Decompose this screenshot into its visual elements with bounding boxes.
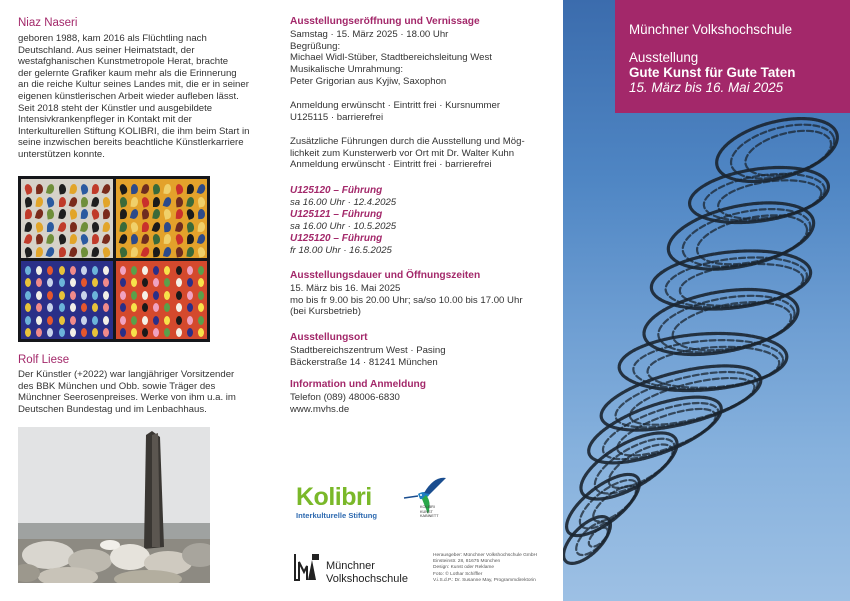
film-coil-mark	[632, 335, 785, 393]
bird-label-line: KUNST	[420, 509, 433, 514]
artist2-bio	[18, 369, 236, 415]
bio-line: Deutschen Bundestag und im Lenbachhaus.	[18, 403, 207, 415]
location-details	[290, 345, 446, 368]
imprint-line: Herausgeber: Münchner Volkshochschule GmbH	[433, 553, 537, 558]
info-line: Stadtbereichszentrum West · Pasing	[290, 345, 446, 356]
bio-line: Deutschland. Aus seiner Heimatstadt, der	[18, 44, 195, 56]
extra-tours-info	[290, 136, 525, 171]
film-coil-mark	[602, 436, 678, 496]
mvhs-logo-text	[326, 560, 408, 585]
film-coil-mark	[563, 464, 649, 547]
bio-line: Der Künstler (+2022) war langjähriger Vorsitzender	[18, 369, 235, 380]
opening-details	[290, 29, 492, 88]
imprint	[433, 553, 561, 584]
bio-line: Münchner Seerosenpreises. Werke von ihm u.a. im	[18, 392, 236, 404]
contact-details	[290, 392, 400, 415]
cover-dates: 15. März bis 16. Mai 2025	[629, 80, 784, 95]
tour-time: sa 16.00 Uhr · 10.5.2025	[290, 221, 397, 232]
location-heading: Ausstellungsort	[290, 332, 368, 343]
imprint-line: Einsteinstr. 28, 81675 München	[433, 559, 501, 565]
duration-heading: Ausstellungsdauer und Öffnungszeiten	[290, 270, 481, 281]
naseri-artwork-image	[18, 176, 210, 342]
liese-landscape-photo	[18, 427, 210, 583]
tour-code: U125120 – Führung	[290, 233, 383, 244]
bio-line: eigenen künstlerischen Arbeit wieder aufleben lässt.	[18, 90, 239, 102]
duration-details	[290, 283, 523, 318]
cover-panel	[563, 0, 850, 601]
artwork-tile	[116, 261, 208, 340]
info-line: Peter Grigorian aus Kyjiw, Saxophon	[290, 75, 447, 87]
artwork-tile	[116, 179, 208, 258]
artist1-name: Niaz Naseri	[18, 17, 78, 29]
film-coil-mark	[563, 509, 618, 571]
info-line: mo bis fr 9.00 bis 20.00 Uhr; sa/so 10.00 bis 17.00 Uhr	[290, 294, 523, 306]
artwork-tile	[21, 179, 113, 258]
tour-time: sa 16.00 Uhr · 12.4.2025	[290, 197, 397, 208]
bio-line: an die reiche Kultur seines Landes mit, die er in seiner	[18, 79, 249, 91]
info-line: Samstag · 15. März 2025 · 18.00 Uhr	[290, 29, 449, 40]
info-line: (bei Kursbetrieb)	[290, 306, 361, 318]
artist2-name: Rolf Liese	[18, 354, 70, 366]
bio-line: Intensivkrankenpfleger in Kontakt mit der	[18, 114, 192, 126]
info-line: Michael Widl-Stüber, Stadtbereichsleitung West	[290, 52, 492, 64]
kolibri-logo-subtitle: Interkulturelle Stiftung	[296, 511, 378, 520]
cover-label: Ausstellung	[629, 50, 699, 65]
imprint-line: Foto: © Lothar Schiffler	[433, 571, 483, 577]
artist1-bio	[18, 33, 249, 161]
bio-line: Interkulturellen Stiftung KOLIBRI, die ihm beim Start in	[18, 125, 250, 137]
info-line: Anmeldung erwünscht · Eintritt frei · barrierefrei	[290, 159, 492, 171]
opening-heading: Ausstellungseröffnung und Vernissage	[290, 16, 480, 27]
bio-line: geboren 1988, kam 2016 als Flüchtling nach	[18, 33, 207, 44]
mvhs-line: Volkshochschule	[326, 572, 408, 585]
bird-logo-label	[420, 505, 450, 519]
bio-line: westafghanischen Kunstmetropole Herat, brachte	[18, 56, 229, 68]
info-line: Anmeldung erwünscht · Eintritt frei · Kursnummer	[290, 100, 501, 111]
bio-line: der gelernte Grafiker kaum mehr als die Erinnerung	[18, 67, 237, 79]
mvhs-logo-icon	[294, 552, 320, 582]
film-coil-mark	[662, 191, 819, 280]
kolibri-logo	[296, 484, 377, 520]
registration-info	[290, 100, 500, 123]
imprint-line: Design: Kunst oder Reklame	[433, 565, 495, 571]
bio-line: seine inzwischen bereits beachtliche Künstlerkarriere	[18, 137, 244, 149]
tour-code: U125120 – Führung	[290, 185, 383, 196]
mvhs-line: Münchner	[326, 560, 375, 572]
info-line: Zusätzliche Führungen durch die Ausstellung und Mög-	[290, 136, 525, 147]
info-line: U125115 · barrierefrei	[290, 111, 384, 123]
info-line: lichkeit zum Kunsterwerb vor Ort mit Dr. Walter Kuhn	[290, 147, 515, 159]
imprint-line: V.i.S.d.P.: Dr. Susanne May, Programmdirektorin	[433, 577, 536, 583]
info-line: Musikalische Umrahmung:	[290, 64, 404, 76]
film-coil-mark	[617, 328, 788, 396]
bird-label-line: KOLIBRI	[420, 505, 435, 509]
cover-institution: Münchner Volkshochschule	[629, 22, 793, 37]
kolibri-logo-word: Kolibri	[296, 483, 372, 511]
website-link[interactable]: www.mvhs.de	[290, 403, 350, 415]
cover-title: Gute Kunst für Gute Taten	[629, 65, 796, 80]
bio-line: des BBK München und Obb. sowie Träger des	[18, 380, 216, 392]
tour-time: fr 18.00 Uhr · 16.5.2025	[290, 245, 392, 256]
bio-line: Seit 2018 steht der Künstler und ausgebildete	[18, 102, 213, 114]
cover-banner	[615, 0, 850, 113]
info-heading: Information und Anmeldung	[290, 379, 427, 390]
info-line: Begrüßung:	[290, 40, 341, 52]
bird-label-line: KABINETT	[420, 514, 439, 519]
phone-number: Telefon (089) 48006-6830	[290, 392, 400, 403]
info-line: Bäckerstraße 14 · 81241 München	[290, 356, 438, 368]
info-line: 15. März bis 16. Mai 2025	[290, 283, 401, 294]
artists-column	[0, 0, 283, 601]
tour-code: U125121 – Führung	[290, 209, 383, 220]
bio-line: unterstützen konnte.	[18, 148, 105, 160]
artwork-tile	[21, 261, 113, 340]
